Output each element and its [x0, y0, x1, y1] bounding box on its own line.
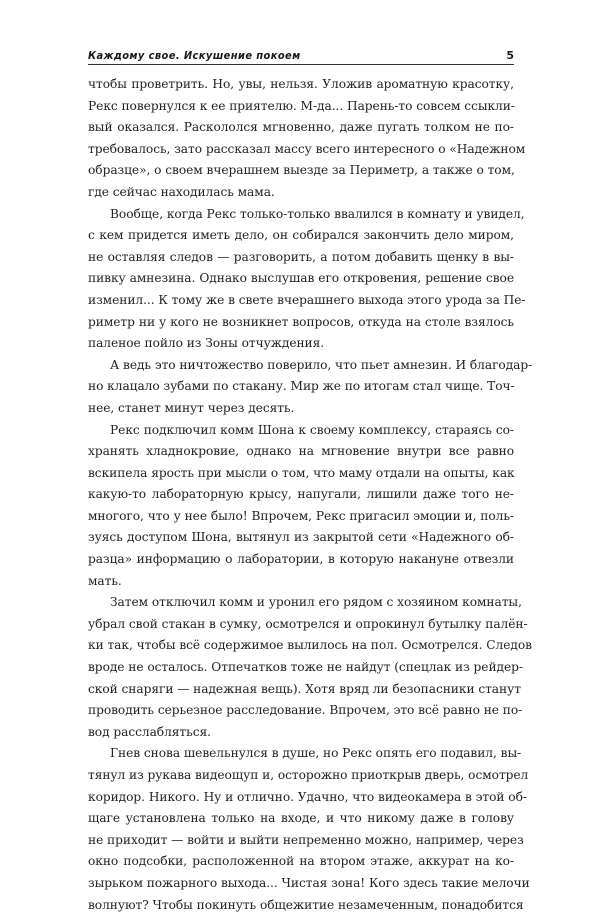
- running-header: [88, 46, 514, 65]
- text-line: Вообще, когда Рекс только-только ввалился в комнату и увидел,: [110, 206, 525, 221]
- text-line: зуясь доступом Шона, вытянул из закрытой сети «Надежного об-: [88, 530, 514, 545]
- text-line: нее, станет минут через десять.: [88, 400, 295, 415]
- text-line: риметр ни у кого не возникнет вопросов, откуда на столе взялось: [88, 314, 514, 329]
- text-line: окно подсобки, расположенной на втором этаже, аккурат на ко-: [88, 854, 514, 869]
- text-line: где сейчас находилась мама.: [88, 184, 275, 199]
- text-line: вскипела ярость при мысли о том, что маму отдали на опыты, как: [88, 465, 515, 480]
- text-line: Рекс подключил комм Шона к своему комплексу, стараясь со-: [110, 422, 514, 437]
- text-line: Рекс повернулся к ее приятелю. М-да... Парень-то совсем ссыкли-: [88, 98, 515, 113]
- text-line: какую-то лабораторную крысу, напугали, лишили даже того не-: [88, 487, 514, 502]
- running-title: Каждому свое. Искушение покоем: [88, 49, 301, 62]
- text-line: хранять хладнокровие, однако на мгновение внутри все равно: [88, 444, 514, 459]
- text-line: не приходит — войти и выйти непременно можно, например, через: [88, 832, 524, 847]
- text-line: Затем отключил комм и уронил его рядом с хозяином комнаты,: [110, 595, 522, 610]
- text-line: вый оказался. Раскололся мгновенно, даже пугать толком не по-: [88, 120, 514, 135]
- text-line: многого, что у нее было! Впрочем, Рекс пригасил эмоции и, поль-: [88, 508, 514, 523]
- text-line: требовалось, зато рассказал массу всего интересного о «Надежном: [88, 141, 526, 156]
- text-line: убрал свой стакан в сумку, осмотрелся и опрокинул бутылку палён-: [88, 616, 528, 631]
- text-line: ки так, чтобы всё содержимое вылилось на пол. Осмотрелся. Следов: [88, 638, 532, 653]
- text-line: зырьком пожарного выхода... Чистая зона! Кого здесь такие мелочи: [88, 875, 530, 890]
- body-text: [88, 74, 533, 916]
- text-line: разца» информацию о лаборатории, в которую накануне отвезли: [88, 552, 514, 567]
- text-line: образце», о своем вчерашнем выезде за Периметр, а также о том,: [88, 163, 515, 178]
- text-line: с кем придется иметь дело, он собирался закончить дело миром,: [88, 228, 514, 243]
- text-line: мать.: [88, 573, 122, 588]
- text-line: волнуют? Чтобы покинуть общежитие незамеченным, понадобится: [88, 897, 524, 912]
- page-number: 5: [506, 49, 514, 62]
- text-line: но клацало зубами по стакану. Мир же по итогам стал чище. Точ-: [88, 379, 515, 394]
- text-line: А ведь это ничтожество поверило, что пьет амнезин. И благодар-: [110, 357, 533, 372]
- text-line: ской снаряги — надежная вещь). Хотя вряд ли безопасники станут: [88, 681, 521, 696]
- text-line: коридор. Никого. Ну и отлично. Удачно, что видеокамера в этой об-: [88, 789, 527, 804]
- text-line: паленое пойло из Зоны отчуждения.: [88, 336, 325, 351]
- text-line: тянул из рукава видеощуп и, осторожно приоткрыв дверь, осмотрел: [88, 768, 529, 782]
- text-line: чтобы проветрить. Но, увы, нельзя. Уложив ароматную красотку,: [88, 77, 514, 91]
- text-line: Гнев снова шевельнулся в душе, но Рекс опять его подавил, вы-: [110, 746, 522, 761]
- text-line: щаге установлена только на входе, и что никому даже в голову: [88, 811, 514, 826]
- text-line: вроде не осталось. Отпечатков тоже не найдут (спецлак из рейдер-: [88, 660, 523, 675]
- text-line: проводить серьезное расследование. Впрочем, это всё равно не по-: [88, 703, 523, 718]
- text-line: пивку амнезина. Однако выслушав его откровения, решение свое: [88, 271, 514, 286]
- text-line: вод расслабляться.: [88, 724, 211, 739]
- text-line: изменил... К тому же в свете вчерашнего выхода этого урода за Пе-: [88, 292, 526, 307]
- text-line: не оставляя следов — разговорить, а потом добавить щенку в вы-: [88, 249, 514, 264]
